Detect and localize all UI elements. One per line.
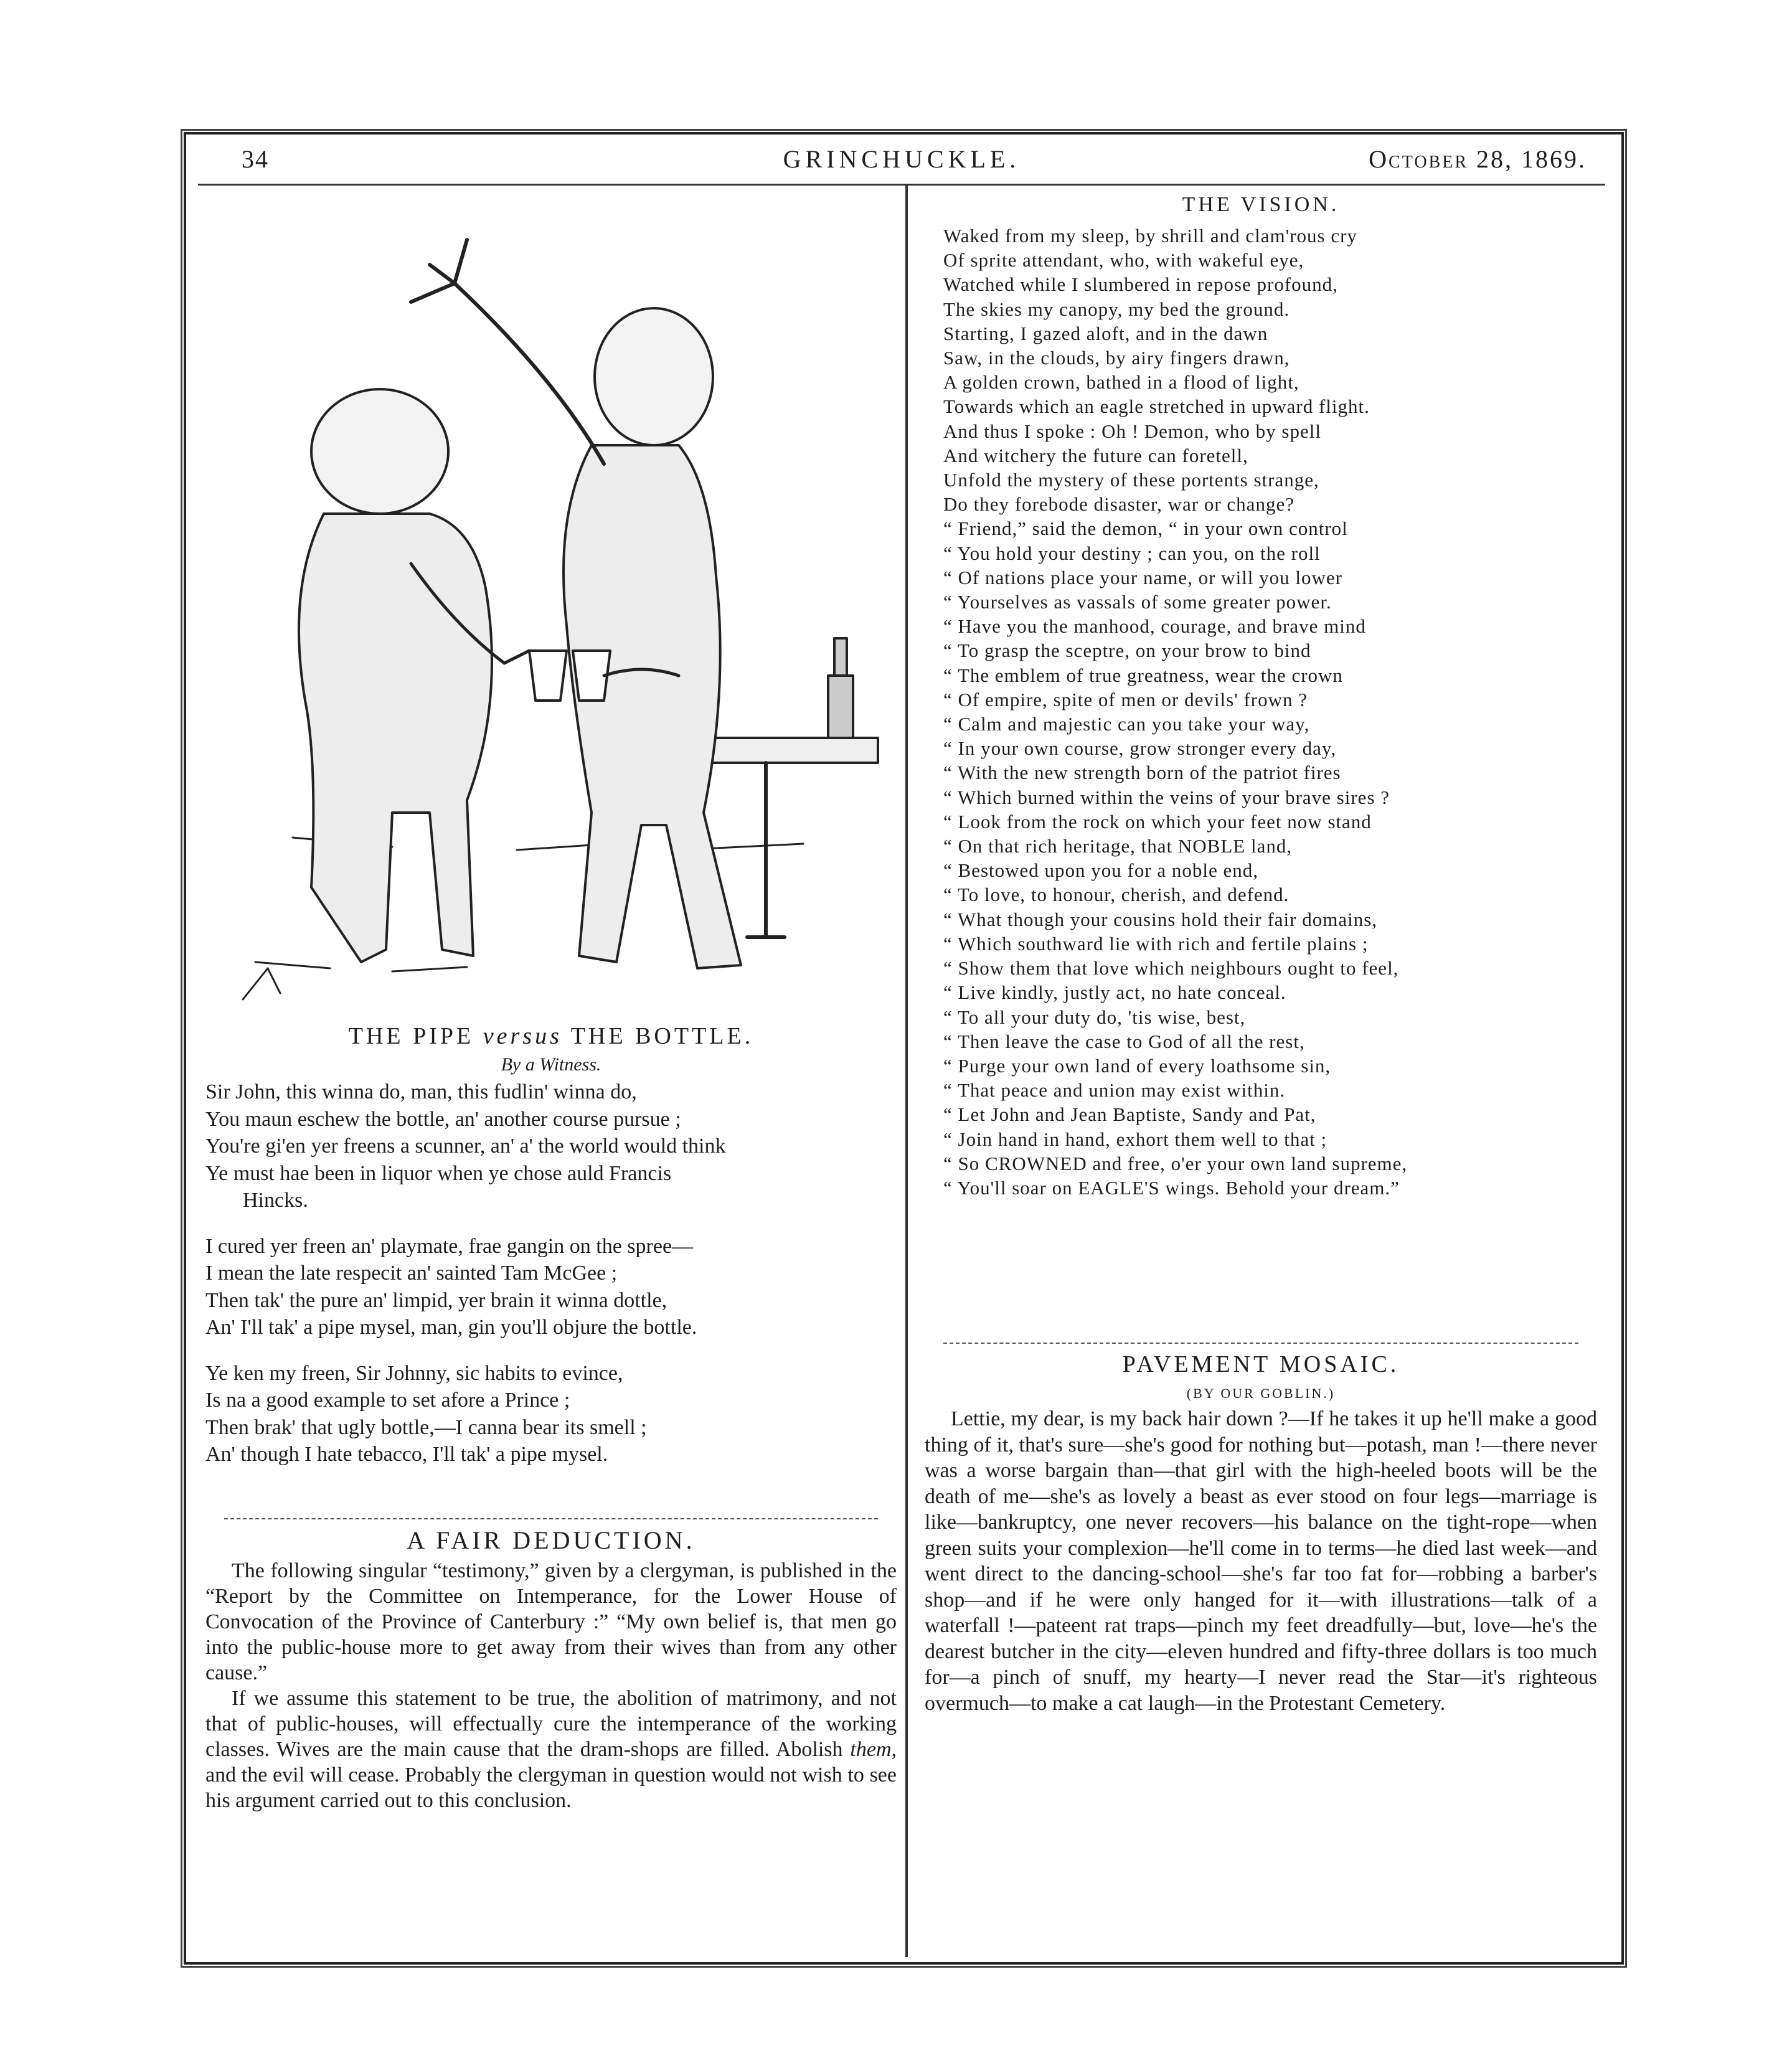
verse-line: “ To all your duty do, 'tis wise, best, (943, 1006, 1246, 1028)
verse-line: “ Show them that love which neighbours ought to feel, (943, 957, 1399, 979)
article-fair-deduction (205, 1514, 897, 1813)
verse-line: “ Friend,” said the demon, “ in your own control (943, 517, 1348, 540)
verse-line: “ Purge your own land of every loathsome sin, (943, 1054, 1331, 1077)
verse-line: The skies my canopy, my bed the ground. (943, 298, 1290, 320)
masthead: GRINCHUCKLE. (783, 145, 1021, 173)
verse-line: Starting, I gazed aloft, and in the dawn (943, 322, 1268, 344)
vision-lines (925, 224, 1597, 1200)
verse-line: Then brak' that ugly bottle,—I canna bear its smell ; (205, 1415, 647, 1439)
verse-line: “ You'll soar on EAGLE'S wings. Behold your dream.” (943, 1176, 1400, 1199)
cartoon-illustration (205, 190, 897, 1012)
verse-line: Ye must hae been in liquor when ye chose auld Francis (205, 1161, 672, 1185)
verse-line: Unfold the mystery of these portents strange, (943, 469, 1319, 491)
verse-line: And thus I spoke : Oh ! Demon, who by spell (943, 420, 1321, 442)
verse-line: “ Join hand in hand, exhort them well to that ; (943, 1128, 1327, 1150)
title-versus: versus (483, 1023, 562, 1049)
verse-line: “ Have you the manhood, courage, and brave mind (943, 615, 1366, 638)
verse-line: Do they forebode disaster, war or change? (943, 493, 1294, 516)
verse-line: “ To grasp the sceptre, on your brow to bind (943, 640, 1311, 662)
verse-line: “ Then leave the case to God of all the rest, (943, 1030, 1305, 1052)
issue-date: October 28, 1869. (1369, 145, 1587, 173)
header-rule (198, 184, 1605, 186)
article-subtitle: (BY OUR GOBLIN.) (1186, 1385, 1336, 1401)
stanza (205, 1360, 897, 1468)
verse-line: “ What though your cousins hold their fair domains, (943, 908, 1378, 930)
verse-line: You're gi'en yer freens a scunner, an' a' the world would think (205, 1135, 726, 1158)
verse-line: “ Look from the rock on which your feet now stand (943, 810, 1372, 833)
column-divider (905, 186, 908, 1957)
verse-line: “ Let John and Jean Baptiste, Sandy and Pat, (943, 1103, 1316, 1126)
page-header (198, 142, 1605, 181)
verse-line: Waked from my sleep, by shrill and clam'rous cry (943, 225, 1357, 247)
verse-line: An' though I hate tebacco, I'll tak' a pipe mysel. (205, 1443, 608, 1466)
verse-line: I cured yer freen an' playmate, frae gangin on the spree— (205, 1234, 694, 1258)
verse-line: “ Yourselves as vassals of some greater power. (943, 591, 1332, 613)
verse-line: “ Which southward lie with rich and fertile plains ; (943, 932, 1369, 955)
stanza (205, 1233, 897, 1341)
verse-line: “ You hold your destiny ; can you, on the roll (943, 542, 1321, 564)
verse-line: “ Calm and majestic can you take your way, (943, 713, 1310, 735)
verse-line: And witchery the future can foretell, (943, 444, 1248, 466)
verse-line: “ On that rich heritage, that NOBLE land, (943, 835, 1293, 857)
verse-line: “ With the new strength born of the patriot fires (943, 762, 1341, 784)
emphasis: them, (850, 1738, 897, 1761)
verse-line: A golden crown, bathed in a flood of light, (943, 371, 1299, 394)
poem-byline: By a Witness. (501, 1054, 601, 1075)
article-body (925, 1406, 1597, 1716)
verse-line: Hincks. (243, 1189, 308, 1212)
verse-line: You maun eschew the bottle, an' another course pursue ; (205, 1107, 681, 1131)
verse-line: “ In your own course, grow stronger every day, (943, 737, 1337, 760)
article-pavement-mosaic (925, 1339, 1597, 1716)
verse-line: Then tak' the pure an' limpid, yer brain it winna dottle, (205, 1288, 667, 1312)
title-part-2: THE BOTTLE. (570, 1023, 754, 1049)
verse-line: An' I'll tak' a pipe mysel, man, gin you'll objure the bottle. (205, 1316, 697, 1339)
article-title: PAVEMENT MOSAIC. (1122, 1351, 1400, 1377)
text-run: and the evil will cease. Probably the clergyman in question would not wish to see his argument carried out to this conclusion. (205, 1763, 897, 1812)
verse-line: “ Which burned within the veins of your brave sires ? (943, 786, 1390, 808)
verse-line: I mean the late respecit an' sainted Tam McGee ; (205, 1262, 618, 1285)
verse-line: “ Bestowed upon you for a noble end, (943, 859, 1259, 882)
verse-line: “ That peace and union may exist within. (943, 1079, 1286, 1102)
title-part-1: THE PIPE (348, 1023, 474, 1049)
verse-line: Towards which an eagle stretched in upward flight. (943, 395, 1370, 418)
paragraph: The following singular “testimony,” given by a clergyman, is published in the “Report by the Committee on Intemperance, for the Lower House of Convocation of the Province of Canterbury :” “My own belief is, that men go into the public-house more to get away from their wives than from any other cause.” (205, 1559, 897, 1684)
paragraph: Lettie, my dear, is my back hair down ?—If he takes it up he'll make a good thing of it, that's sure—she's good for nothing but—potash, man !—there never was a worse bargain than—that girl with the high-heeled boots will be the death of me—she's as lovely a beast as ever stood on four legs—marriage is like—bankruptcy, one never recovers—his balance on the tight-rope—when green suits your complexion—he'll come in to terms—he died last week—and went direct to the dancing-school—she's far too fat for—robbing a barber's shop—and if he were only hanged for it—with illustrations—talk of a waterfall !—pateent rat traps—pinch my feet dreadfully—but, love—he's the dearest butcher in the city—eleven hundred and fifty-three dollars is too much for—a pinch of snuff, my hearty—I never read the Star—it's righteous overmuch—to make a cat laugh—in the Protestant Cemetery. (925, 1407, 1597, 1715)
section-rule (943, 1343, 1578, 1344)
verse-line: Sir John, this winna do, man, this fudlin' winna do, (205, 1080, 637, 1103)
poem-the-vision (925, 190, 1597, 1200)
verse-line: “ So CROWNED and free, o'er your own land supreme, (943, 1152, 1408, 1174)
stanza (205, 1079, 897, 1214)
page-number: 34 (242, 145, 269, 173)
verse-line: Ye ken my freen, Sir Johnny, sic habits to evince, (205, 1361, 623, 1385)
poem-pipe-versus-bottle (205, 1021, 897, 1487)
verse-line: “ The emblem of true greatness, wear the crown (943, 664, 1343, 686)
section-rule (224, 1518, 878, 1519)
text-run: If we assume this statement to be true, the abolition of matrimony, and not that of public-houses, will effectually cure the intemperance of the working classes. Wives are the main cause that the dram-shops are filled. Abolish (205, 1687, 897, 1761)
article-body (205, 1558, 897, 1813)
article-title: A FAIR DEDUCTION. (407, 1526, 696, 1554)
verse-line: Watched while I slumbered in repose profound, (943, 273, 1338, 296)
verse-line: “ Of nations place your name, or will you lower (943, 566, 1342, 588)
verse-line: “ Live kindly, justly act, no hate conceal. (943, 981, 1286, 1004)
verse-line: Saw, in the clouds, by airy fingers drawn, (943, 347, 1290, 369)
verse-line: “ To love, to honour, cherish, and defend. (943, 884, 1290, 906)
paragraph (205, 1686, 897, 1813)
verse-line: Of sprite attendant, who, with wakeful eye, (943, 249, 1304, 271)
poem-title (205, 1021, 897, 1051)
verse-line: “ Of empire, spite of men or devils' frown ? (943, 688, 1308, 710)
poem-title: THE VISION. (1182, 193, 1340, 216)
verse-line: Is na a good example to set afore a Prince ; (205, 1389, 570, 1412)
